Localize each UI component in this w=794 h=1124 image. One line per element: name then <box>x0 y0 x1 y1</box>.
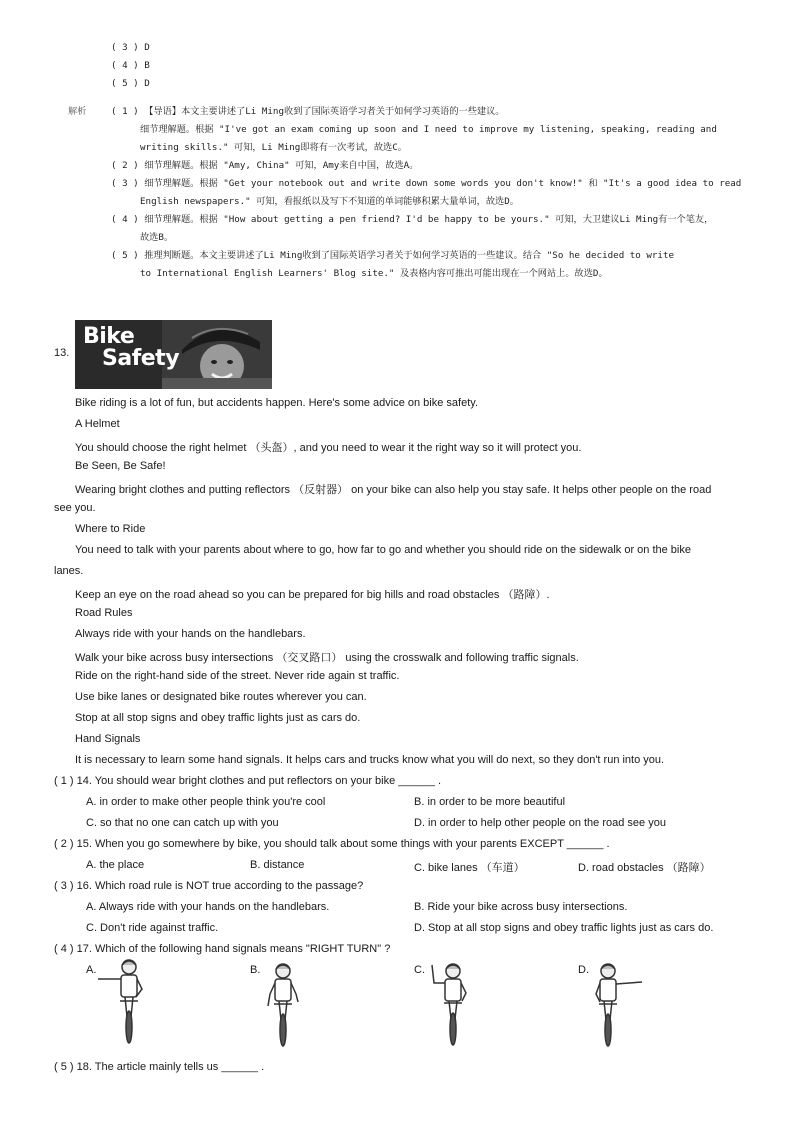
option-b[interactable]: B. <box>250 964 261 976</box>
passage-line: Wearing bright clothes and putting reflectors （反射器） on your bike can also help you stay safe. It helps other people on the road <box>75 484 712 496</box>
passage-line: see you. <box>54 502 96 514</box>
analysis-line: English newspapers." 可知，看报纸以及写下不知道的单词能够积累大量单词，故选D。 <box>140 196 519 207</box>
analysis-line: 故选B。 <box>140 232 174 243</box>
question-14: ( 1 ) 14. You should wear bright clothes and put reflectors on your bike ______ . <box>54 775 442 787</box>
passage-line: Keep an eye on the road ahead so you can be prepared for big hills and road obstacles （路障）. <box>75 589 550 601</box>
analysis-line: ( 2 ) 细节理解题。根据 "Amy, China" 可知，Amy来自中国，故选A。 <box>111 160 419 171</box>
option-a[interactable]: A. Always ride with your hands on the handlebars. <box>86 901 330 913</box>
analysis-line: ( 4 ) 细节理解题。根据 "How about getting a pen friend? I'd be happy to be yours." 可知，大卫建议Li Ming有一个笔友， <box>111 214 714 225</box>
option-b[interactable]: B. Ride your bike across busy intersections. <box>414 901 628 913</box>
passage-line: Walk your bike across busy intersections （交叉路口） using the crosswalk and following traffic signals. <box>75 652 579 664</box>
analysis-line: ( 5 ) 推理判断题。本文主要讲述了Li Ming收到了国际英语学习者关于如何学习英语的一些建议。结合 "So he decided to write <box>111 250 675 261</box>
option-d[interactable]: D. <box>578 964 589 976</box>
question-number: 13. <box>54 347 70 359</box>
passage-line: Ride on the right-hand side of the street. Never ride again st traffic. <box>75 670 400 682</box>
section-heading: Where to Ride <box>75 523 146 535</box>
option-c[interactable]: C. Don't ride against traffic. <box>86 922 219 934</box>
passage-line: lanes. <box>54 565 84 577</box>
analysis-line: ( 3 ) 细节理解题。根据 "Get your notebook out and write down some words you don't know!" 和 "It's a good idea to read <box>111 178 742 189</box>
option-b[interactable]: B. in order to be more beautiful <box>414 796 566 808</box>
answer-line-4: ( 4 ) B <box>111 60 150 71</box>
option-d[interactable]: D. road obstacles （路障） <box>578 862 711 874</box>
passage-line: Stop at all stop signs and obey traffic lights just as cars do. <box>75 712 361 724</box>
option-a[interactable]: A. the place <box>86 859 145 871</box>
passage-line: You should choose the right helmet （头盔）, and you need to wear it the right way so it will protect you. <box>75 442 582 454</box>
section-heading: A Helmet <box>75 418 120 430</box>
option-c[interactable]: C. so that no one can catch up with you <box>86 817 279 829</box>
cyclist-signal-c-icon[interactable] <box>424 955 474 1047</box>
option-a[interactable]: A. in order to make other people think you're cool <box>86 796 326 808</box>
question-15: ( 2 ) 15. When you go somewhere by bike, you should talk about some things with your parents EXCEPT ______ . <box>54 838 610 850</box>
question-17: ( 4 ) 17. Which of the following hand signals means "RIGHT TURN" ? <box>54 943 391 955</box>
bike-safety-banner <box>75 320 272 389</box>
section-heading: Hand Signals <box>75 733 141 745</box>
passage-line: Bike riding is a lot of fun, but accidents happen. Here's some advice on bike safety. <box>75 397 479 409</box>
question-16: ( 3 ) 16. Which road rule is NOT true according to the passage? <box>54 880 364 892</box>
question-18: ( 5 ) 18. The article mainly tells us ______ . <box>54 1061 265 1073</box>
analysis-line: writing skills." 可知，Li Ming即将有一次考试，故选C。 <box>140 142 407 153</box>
answer-line-5: ( 5 ) D <box>111 78 150 89</box>
option-c[interactable]: C. <box>414 964 425 976</box>
cyclist-signal-b-icon[interactable] <box>258 960 308 1048</box>
answer-line-3: ( 3 ) D <box>111 42 150 53</box>
option-a[interactable]: A. <box>86 964 97 976</box>
option-d[interactable]: D. in order to help other people on the road see you <box>414 817 666 829</box>
passage-line: Use bike lanes or designated bike routes wherever you can. <box>75 691 367 703</box>
passage-line: Always ride with your hands on the handlebars. <box>75 628 306 640</box>
passage-line: It is necessary to learn some hand signals. It helps cars and trucks know what you will do next, so they don't run into you. <box>75 754 665 766</box>
cyclist-signal-a-icon[interactable] <box>92 955 150 1047</box>
option-c[interactable]: C. bike lanes （车道） <box>414 862 525 874</box>
analysis-line: 细节理解题。根据 "I've got an exam coming up soon and I need to improve my listening, speaking, reading and <box>140 124 717 135</box>
passage-line: You need to talk with your parents about where to go, how far to go and whether you should ride on the sidewalk or on the bike <box>75 544 691 556</box>
section-heading: Be Seen, Be Safe! <box>75 460 166 472</box>
option-d[interactable]: D. Stop at all stop signs and obey traffic lights just as cars do. <box>414 922 714 934</box>
analysis-line: ( 1 ) 【导语】本文主要讲述了Li Ming收到了国际英语学习者关于如何学习英语的一些建议。 <box>111 106 505 117</box>
banner-title: Bike Safety <box>83 324 180 371</box>
analysis-label: 解析 <box>68 106 87 117</box>
section-heading: Road Rules <box>75 607 133 619</box>
cyclist-signal-d-icon[interactable] <box>588 960 648 1048</box>
option-b[interactable]: B. distance <box>250 859 305 871</box>
analysis-line: to International English Learners' Blog site." 及表格内容可推出可能出现在一个网站上。故选D。 <box>140 268 608 279</box>
